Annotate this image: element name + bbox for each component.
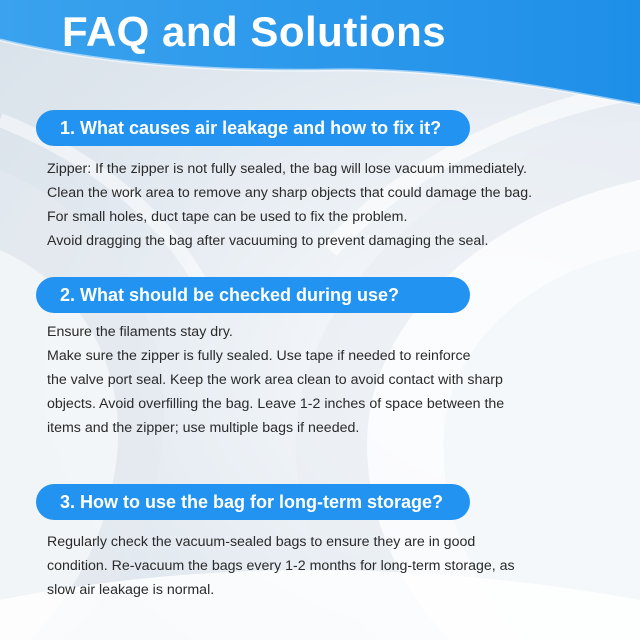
- faq-question-2: 2. What should be checked during use?: [36, 277, 470, 313]
- answer-line: Ensure the filaments stay dry.: [47, 324, 233, 340]
- answer-line: the valve port seal. Keep the work area clean to avoid contact with sharp: [47, 372, 503, 388]
- answer-line: items and the zipper; use multiple bags if needed.: [47, 420, 360, 436]
- answer-line: Zipper: If the zipper is not fully sealed, the bag will lose vacuum immediately.: [47, 161, 527, 177]
- faq-answer-3: [47, 530, 622, 602]
- answer-line: objects. Avoid overfilling the bag. Leave 1-2 inches of space between the: [47, 396, 505, 412]
- page-title: FAQ and Solutions: [62, 8, 447, 55]
- answer-line: slow air leakage is normal.: [47, 582, 215, 598]
- faq-question-3: 3. How to use the bag for long-term storage?: [36, 484, 470, 520]
- answer-line: Clean the work area to remove any sharp objects that could damage the bag.: [47, 185, 533, 201]
- faq-answer-1: [47, 157, 622, 253]
- answer-line: condition. Re-vacuum the bags every 1-2 months for long-term storage, as: [47, 558, 515, 574]
- faq-answer-2: [47, 320, 622, 440]
- answer-line: Regularly check the vacuum-sealed bags to ensure they are in good: [47, 534, 476, 550]
- faq-question-1: 1. What causes air leakage and how to fix it?: [36, 110, 470, 146]
- answer-line: Avoid dragging the bag after vacuuming to prevent damaging the seal.: [47, 233, 489, 249]
- answer-line: For small holes, duct tape can be used to fix the problem.: [47, 209, 408, 225]
- answer-line: Make sure the zipper is fully sealed. Use tape if needed to reinforce: [47, 348, 471, 364]
